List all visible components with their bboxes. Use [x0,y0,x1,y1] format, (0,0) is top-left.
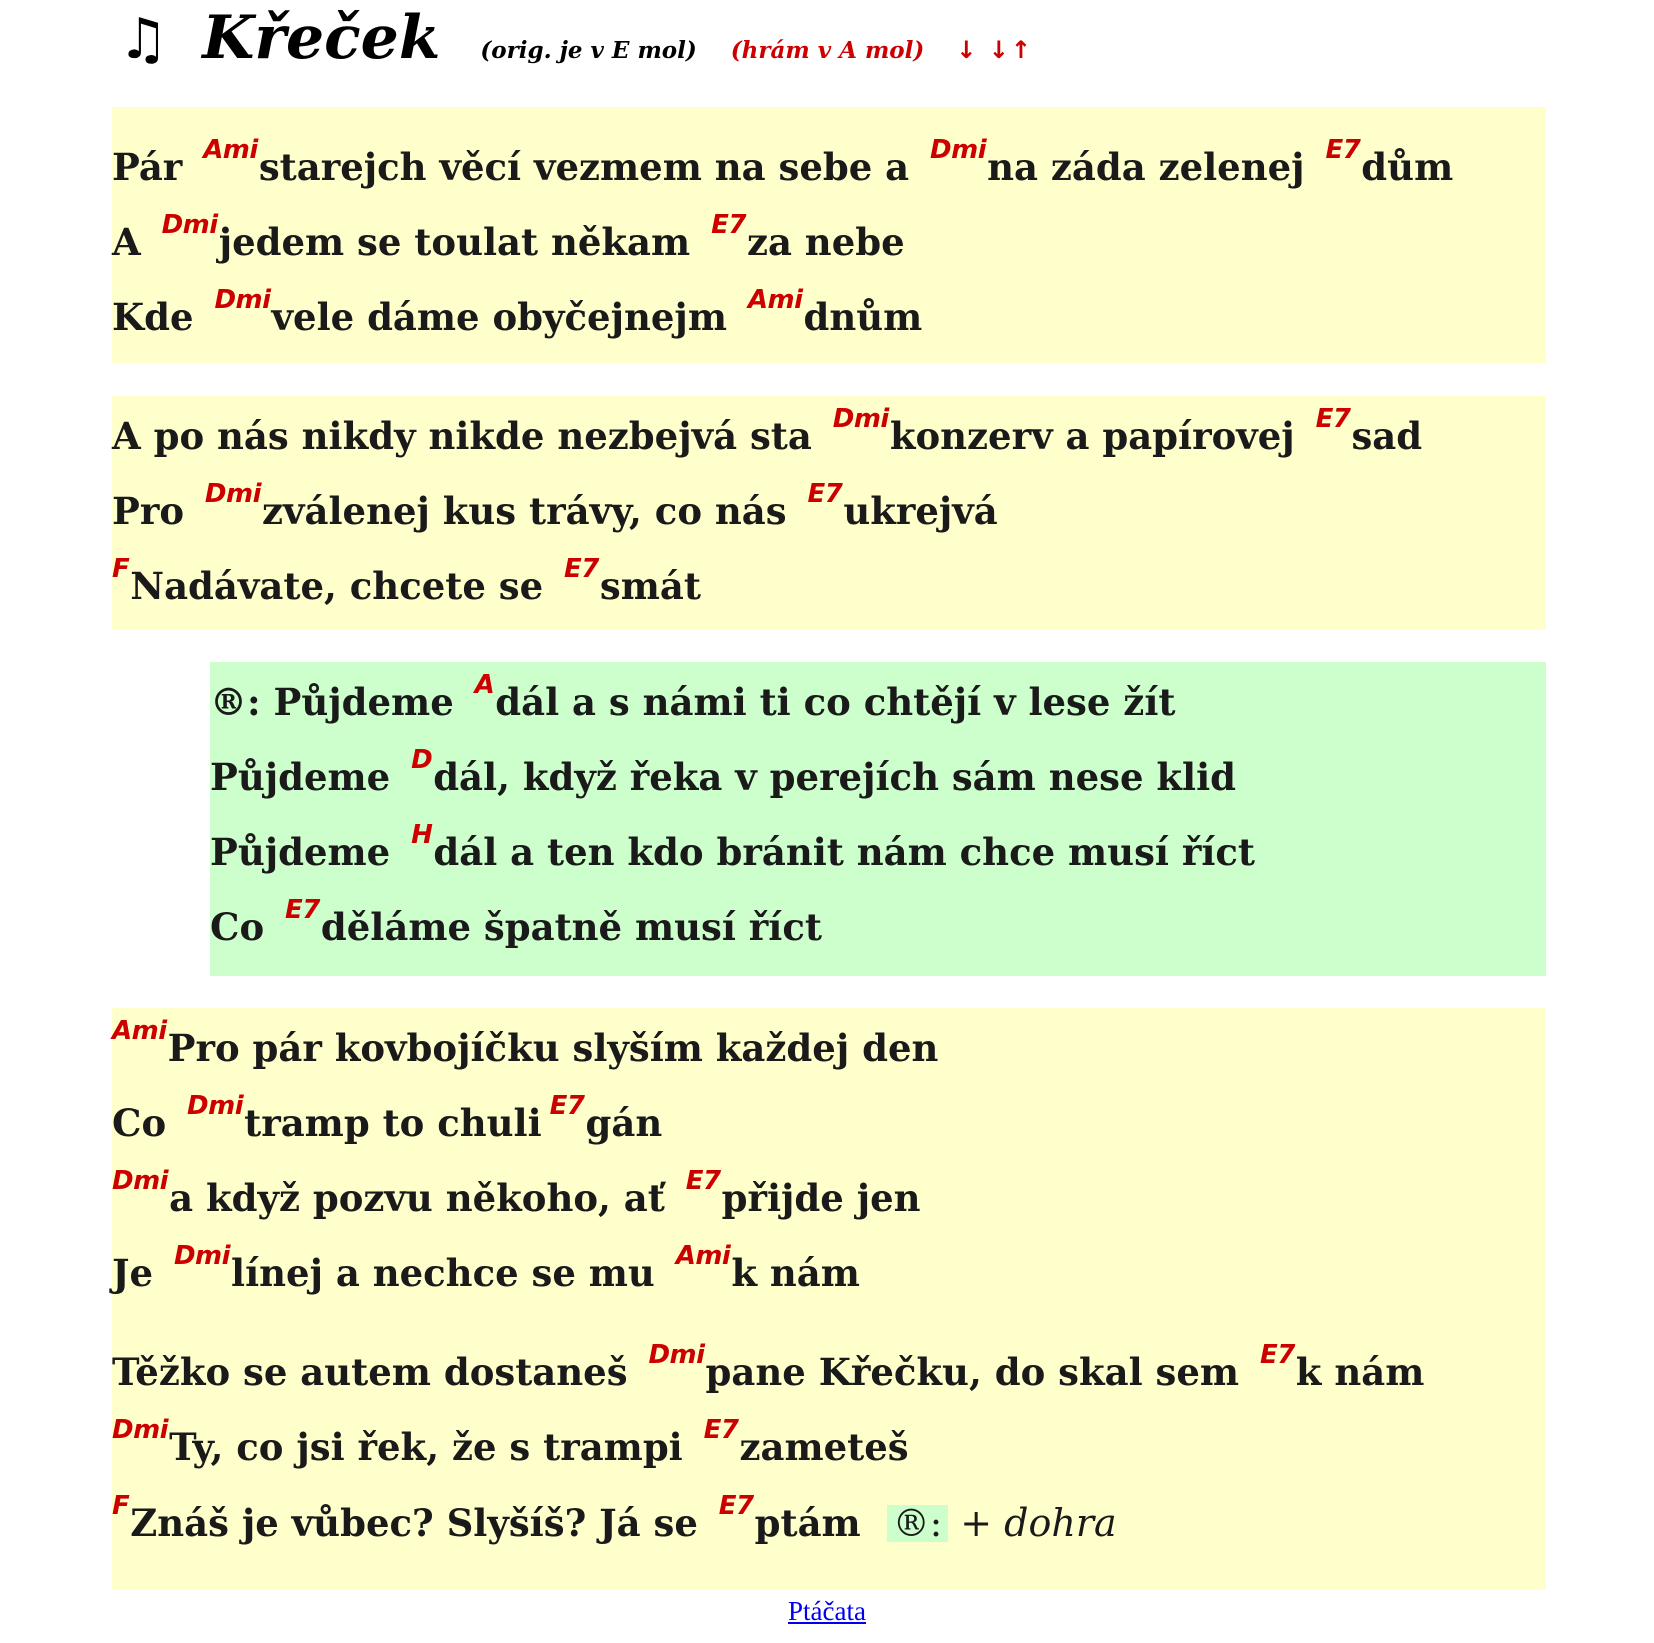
lyric-text: línej a nechce se mu [231,1251,668,1295]
verse-2 [112,396,1546,630]
played-key: (hrám v A mol) [730,37,925,64]
chord: F [112,1491,130,1521]
lyric-text: Půjdeme [210,755,404,799]
lyric-text: Znáš je vůbec? Slyšíš? Já se [130,1501,711,1545]
chord: E7 [718,1491,754,1521]
lyric-text: A po nás nikdy nikde nezbejvá sta [112,414,825,458]
lyric-text: a když pozvu někoho, ať [169,1176,678,1220]
lyric-text: Pro [112,489,197,533]
chord: E7 [703,1415,739,1445]
chord: Dmi [832,404,889,434]
lyric-text: Je [112,1251,166,1295]
dohra-note: + dohra [948,1501,1117,1545]
lyric-text: starejch věcí vezmem na sebe a [258,145,923,189]
lyric-line [112,1091,663,1145]
lyric-text: dál a s námi ti co chtějí v lese žít [495,680,1176,724]
lyric-text: tramp to chuli [244,1101,542,1145]
chord: E7 [1259,1340,1295,1370]
chorus [210,662,1546,976]
lyric-text: k nám [1295,1350,1425,1394]
footer-link[interactable]: Ptáčata [788,1596,866,1626]
footer [0,1596,1654,1627]
chord: E7 [549,1091,585,1121]
chord: E7 [1315,404,1351,434]
chord: Dmi [173,1241,231,1271]
verse-3 [112,1008,1546,1590]
lyric-text: jedem se toulat někam [218,220,704,264]
chord: Ami [112,1016,167,1046]
lyric-text: konzerv a papírovej [889,414,1308,458]
lyric-line [112,1016,939,1070]
lyric-text: dům [1361,145,1454,189]
lyric-text: Těžko se autem dostaneš [112,1350,641,1394]
chord: Dmi [112,1415,169,1445]
lyric-line [210,820,1256,874]
chord: Ami [675,1241,731,1271]
chord: E7 [711,210,746,240]
lyric-line [112,1340,1425,1394]
chord: Dmi [930,135,987,165]
lyric-text: Nadávate, chcete se [130,564,557,608]
transpose-arrows-icon[interactable]: ↓ ↓↑ [956,36,1033,64]
lyric-text: ®: Půjdeme [210,680,467,724]
refrain-mark: ®: [887,1505,948,1542]
lyric-line [112,1415,909,1469]
chord: H [411,820,433,850]
chord: Ami [203,135,258,165]
lyric-line [112,1166,921,1220]
lyric-text: k nám [731,1251,860,1295]
chord: E7 [564,554,599,584]
lyric-line [112,1491,1117,1545]
lyric-text: Kde [112,295,207,339]
chord: Dmi [204,479,261,509]
verse-1 [112,107,1546,363]
chord: E7 [1325,135,1361,165]
lyric-text: Co [112,1101,180,1145]
lyric-text: A [112,220,154,264]
lyric-text: smát [599,564,701,608]
chord: E7 [807,479,843,509]
lyric-text: pane Křečku, do skal sem [705,1350,1252,1394]
lyric-text: dál a ten kdo bránit nám chce musí říct [433,830,1256,874]
chord: E7 [285,895,320,925]
lyric-text: Pár [112,145,196,189]
song-header [118,3,1033,88]
lyric-text: Co [210,905,278,949]
chord: Dmi [161,210,218,240]
lyric-line [210,895,822,949]
chord: Ami [747,285,803,315]
chord: Dmi [214,285,271,315]
chord: D [411,745,433,775]
chord: Dmi [648,1340,705,1370]
lyric-text: děláme špatně musí říct [320,905,822,949]
lyric-text: Ty, co jsi řek, že s trampi [169,1425,696,1469]
lyric-text: dál, když řeka v perejích sám nese klid [433,755,1237,799]
lyric-text: Pro pár kovbojíčku slyším každej den [167,1026,939,1070]
lyric-line [112,135,1454,189]
lyric-text: gán [585,1101,663,1145]
lyric-line [112,285,923,339]
song-title: Křeček [202,3,441,73]
chord: Dmi [187,1091,244,1121]
chord: A [474,670,495,700]
lyric-line [112,479,998,533]
lyric-text: za nebe [746,220,905,264]
lyric-text: sad [1351,414,1423,458]
lyric-text: dnům [803,295,923,339]
music-note-icon: ♫ [118,7,169,72]
lyric-text: ptám [754,1501,861,1545]
lyric-text: ukrejvá [843,489,998,533]
lyric-line [112,210,905,264]
chord: F [112,554,130,584]
chord: E7 [685,1166,721,1196]
lyric-line [112,404,1423,458]
lyric-line [210,745,1237,799]
lyric-line [112,554,701,608]
lyric-text: na záda zelenej [987,145,1318,189]
lyric-line [210,670,1176,724]
lyric-text: Půjdeme [210,830,404,874]
chord: Dmi [112,1166,169,1196]
original-key: (orig. je v E mol) [480,37,697,64]
lyric-text: zválenej kus trávy, co nás [261,489,800,533]
lyric-line [112,1241,860,1295]
lyric-text: přijde jen [721,1176,921,1220]
lyric-text: zameteš [739,1425,909,1469]
lyric-text: vele dáme obyčejnejm [271,295,740,339]
